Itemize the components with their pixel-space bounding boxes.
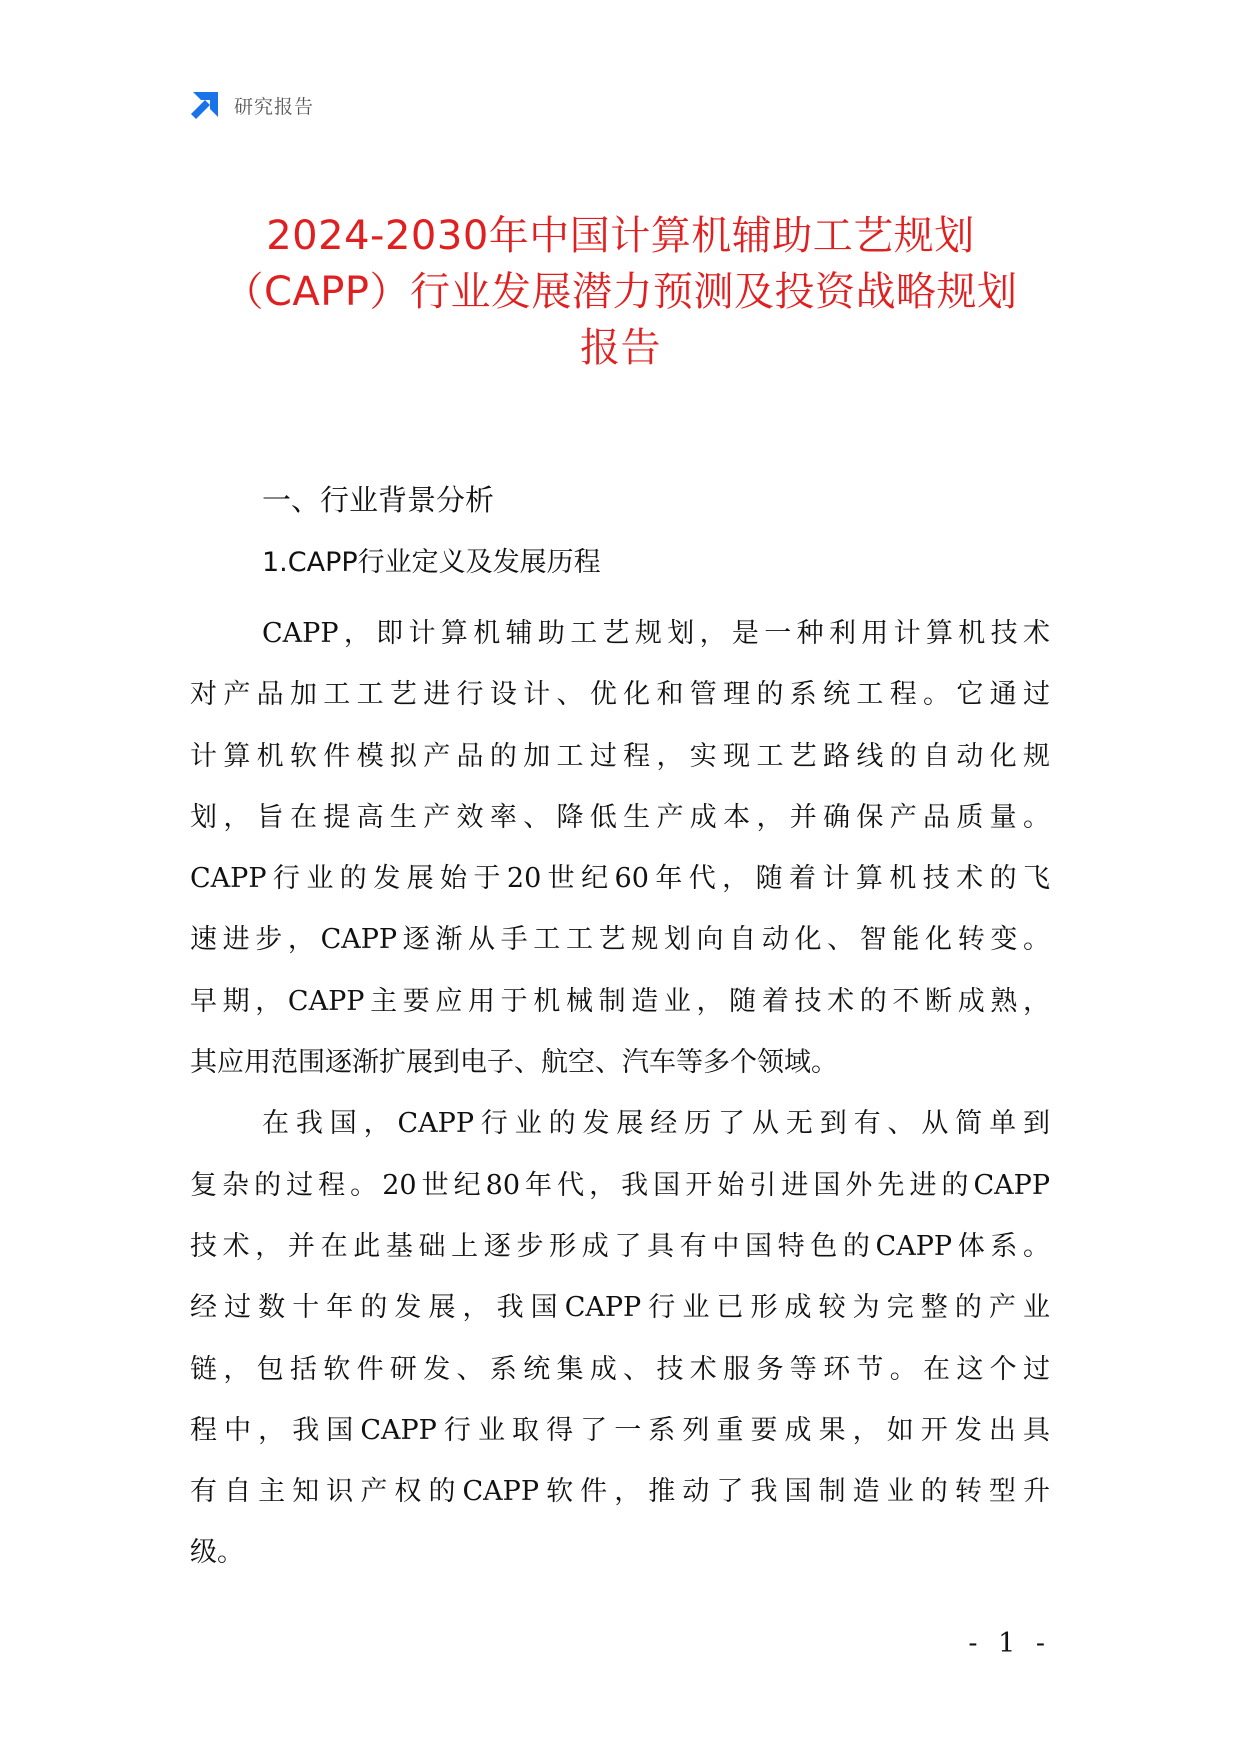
- section-heading: 一、行业背景分析: [262, 483, 495, 517]
- text-line: 级。: [190, 1537, 244, 1569]
- text-line: 计算机软件模拟产品的加工过程，实现工艺路线的自动化规: [190, 740, 1050, 772]
- text-line: 链，包括软件研发、系统集成、技术服务等环节。在这个过: [190, 1353, 1050, 1385]
- report-title: [150, 208, 1091, 376]
- text-line: 有自主知识产权的CAPP软件，推动了我国制造业的转型升: [190, 1476, 1050, 1508]
- text-line: 在我国，CAPP行业的发展经历了从无到有、从简单到: [262, 1108, 1050, 1140]
- text-line: 复杂的过程。20世纪80年代，我国开始引进国外先进的CAPP: [190, 1169, 1050, 1201]
- text-line: 速进步，CAPP逐渐从手工工艺规划向自动化、智能化转变。: [190, 924, 1050, 956]
- title-line: 报告: [580, 325, 661, 371]
- body-text: [190, 603, 1050, 1584]
- sub-heading: 1.CAPP行业定义及发展历程: [262, 547, 601, 578]
- paragraph: [190, 603, 1050, 1093]
- title-line: （CAPP）行业发展潜力预测及投资战略规划: [223, 269, 1018, 315]
- text-line: CAPP，即计算机辅助工艺规划，是一种利用计算机技术: [262, 618, 1050, 649]
- header-label: 研究报告: [234, 95, 315, 118]
- text-line: CAPP行业的发展始于20世纪60年代，随着计算机技术的飞: [190, 863, 1051, 895]
- text-line: 划，旨在提高生产效率、降低生产成本，并确保产品质量。: [190, 801, 1050, 833]
- text-line: 经过数十年的发展，我国CAPP行业已形成较为完整的产业: [190, 1292, 1050, 1324]
- arrow-up-right-icon: [188, 88, 222, 122]
- text-line: 程中，我国CAPP行业取得了一系列重要成果，如开发出具: [190, 1414, 1050, 1446]
- title-line: 2024-2030年中国计算机辅助工艺规划: [266, 213, 975, 259]
- text-line: 技术，并在此基础上逐步形成了具有中国特色的CAPP体系。: [190, 1230, 1050, 1262]
- text-line: 其应用范围逐渐扩展到电子、航空、汽车等多个领域。: [190, 1047, 838, 1079]
- page-number: - 1 -: [968, 1628, 1051, 1659]
- paragraph: [190, 1093, 1050, 1583]
- page-header: [188, 88, 314, 122]
- text-line: 对产品加工工艺进行设计、优化和管理的系统工程。它通过: [190, 679, 1050, 711]
- text-line: 早期，CAPP主要应用于机械制造业，随着技术的不断成熟，: [190, 985, 1050, 1017]
